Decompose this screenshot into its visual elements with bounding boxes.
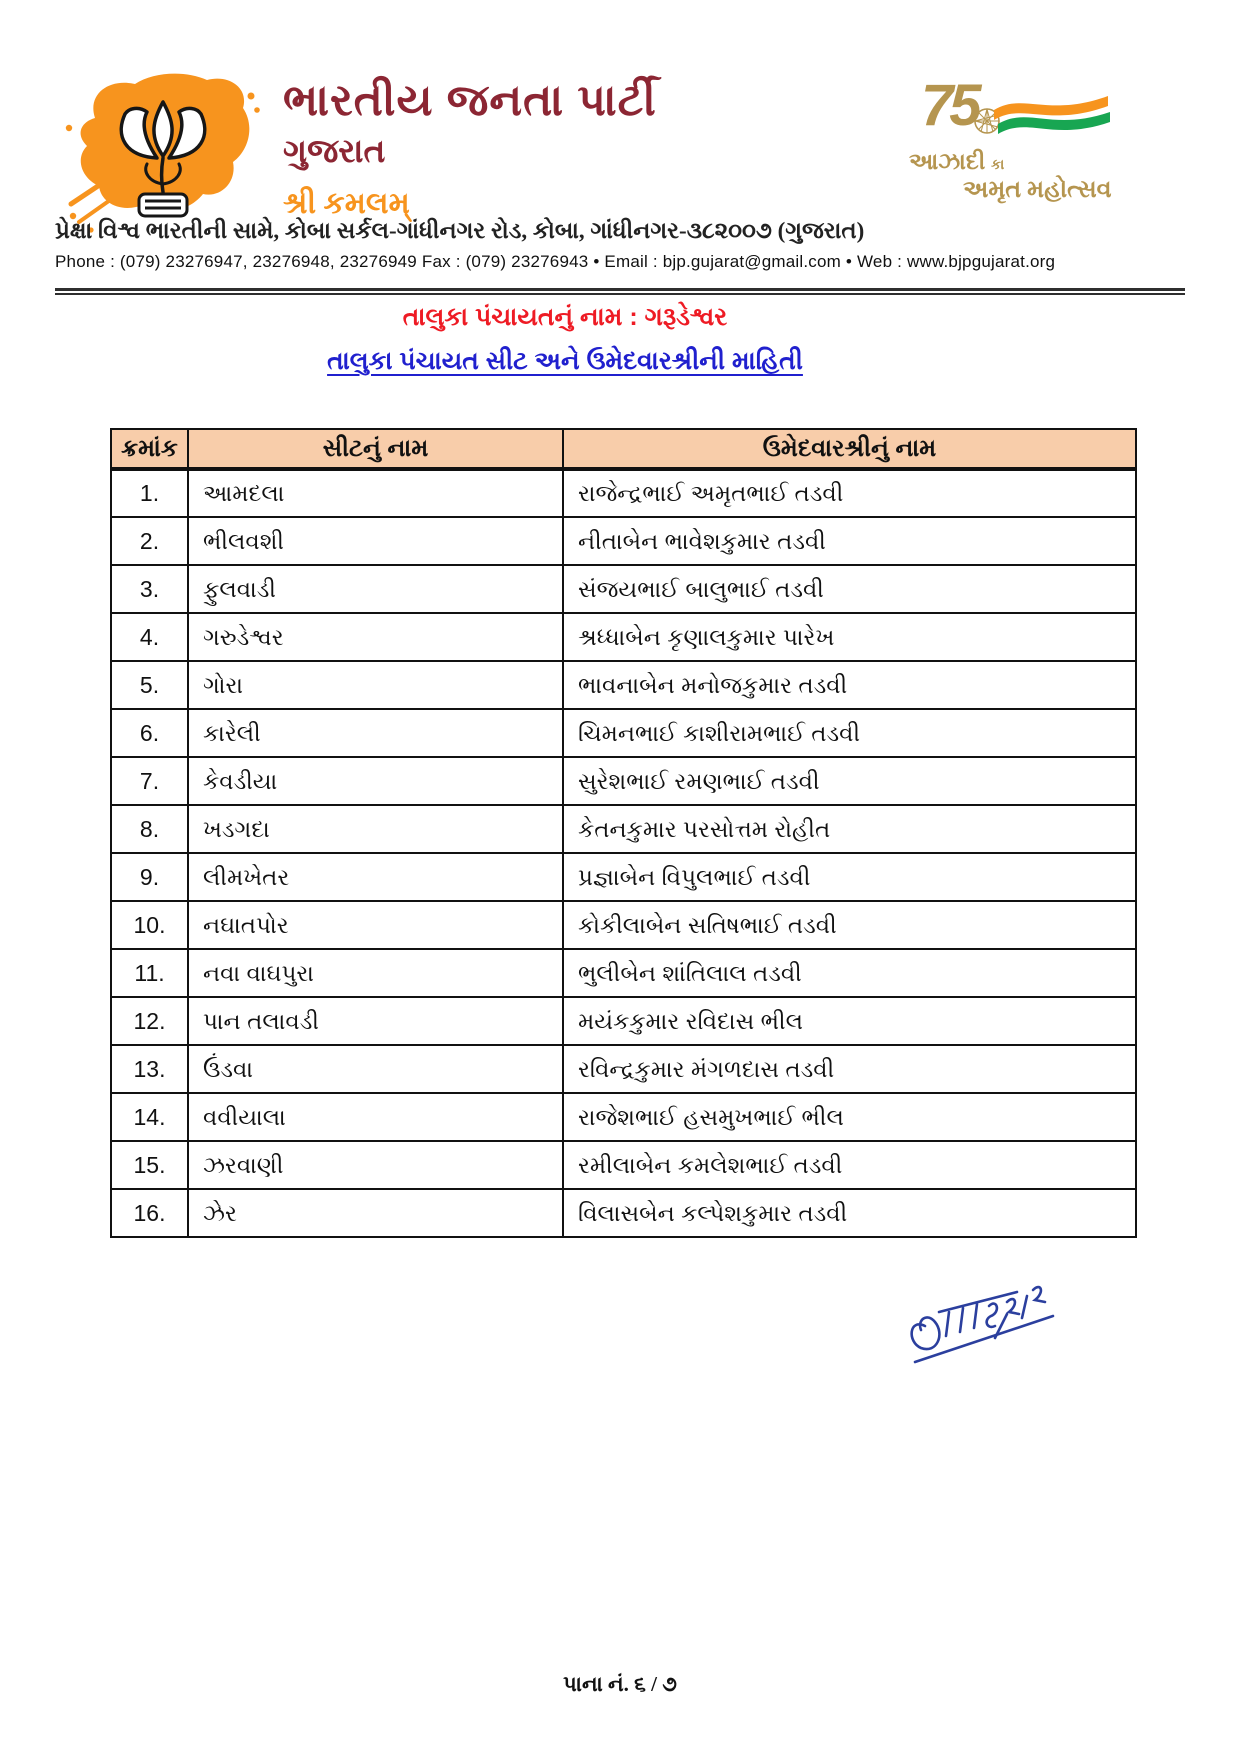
row-candidate: શ્રધ્ધાબેન કૃણાલકુમાર પારેખ — [563, 613, 1136, 661]
row-candidate: વિલાસબેન કલ્પેશકુમાર તડવી — [563, 1189, 1136, 1237]
row-seat: ભીલવશી — [188, 517, 563, 565]
row-serial: 14. — [111, 1093, 188, 1141]
party-state: ગુજરાત — [283, 132, 386, 170]
row-serial: 3. — [111, 565, 188, 613]
table-row — [111, 1189, 1136, 1237]
row-candidate: રવિન્દ્રકુમાર મંગળદાસ તડવી — [563, 1045, 1136, 1093]
party-name: ભારતીય જનતા પાર્ટી — [283, 76, 657, 125]
table-body — [111, 469, 1136, 1237]
row-seat: નવા વાઘપુરા — [188, 949, 563, 997]
row-seat: ખડગદા — [188, 805, 563, 853]
table-row — [111, 1045, 1136, 1093]
panchayat-name-title: તાલુકા પંચાયતનું નામ : ગરૂડેશ્વર — [402, 303, 728, 331]
table-row — [111, 1141, 1136, 1189]
row-candidate: ચિમનભાઈ કાશીરામભાઈ તડવી — [563, 709, 1136, 757]
row-candidate: રાજેન્દ્રભાઈ અમૃતભાઈ તડવી — [563, 469, 1136, 517]
row-seat: ગોરા — [188, 661, 563, 709]
row-seat: કારેલી — [188, 709, 563, 757]
party-office-name: શ્રી કમલમ્ — [283, 187, 410, 221]
azadi-text-line1: આઝાદી કા — [909, 149, 1005, 174]
row-serial: 13. — [111, 1045, 188, 1093]
row-candidate: ભાવનાબેન મનોજકુમાર તડવી — [563, 661, 1136, 709]
table-row — [111, 565, 1136, 613]
row-seat: વવીયાલા — [188, 1093, 563, 1141]
row-seat: ઉંડવા — [188, 1045, 563, 1093]
table-row — [111, 661, 1136, 709]
row-candidate: મયંકકુમાર રવિદાસ ભીલ — [563, 997, 1136, 1045]
row-seat: કેવડીયા — [188, 757, 563, 805]
signature-mark — [895, 1272, 1080, 1377]
table-row — [111, 853, 1136, 901]
table-header-row — [111, 429, 1136, 469]
table-row — [111, 997, 1136, 1045]
row-serial: 10. — [111, 901, 188, 949]
row-candidate: નીતાબેન ભાવેશકુમાર તડવી — [563, 517, 1136, 565]
col-serial-header: ક્રમાંક — [111, 429, 188, 469]
table-row — [111, 1093, 1136, 1141]
azadi-amrit-mahotsav-logo — [903, 73, 1153, 204]
row-serial: 16. — [111, 1189, 188, 1237]
row-serial: 12. — [111, 997, 188, 1045]
table-row — [111, 709, 1136, 757]
header-divider — [55, 288, 1185, 295]
table-row — [111, 517, 1136, 565]
row-candidate: રાજેશભાઈ હસમુખભાઈ ભીલ — [563, 1093, 1136, 1141]
table-row — [111, 805, 1136, 853]
seats-candidates-table — [110, 428, 1137, 1238]
row-seat: આમદલા — [188, 469, 563, 517]
contact-line: Phone : (079) 23276947, 23276948, 23276949 Fax : (079) 23276943 • Email : bjp.gujarat@gmail.com • Web : www.bjpgujarat.org — [55, 252, 1056, 271]
col-candidate-header: ઉમેદવારશ્રીનું નામ — [563, 429, 1136, 469]
office-address: પ્રેક્ષા વિશ્વ ભારતીની સામે, કોબા સર્કલ-ગાંધીનગર રોડ, કોબા, ગાંધીનગર-૩૮૨૦૦૭ (ગુજરાત) — [55, 218, 865, 243]
row-candidate: રમીલાબેન કમલેશભાઈ તડવી — [563, 1141, 1136, 1189]
row-seat: લીમખેતર — [188, 853, 563, 901]
row-candidate: સુરેશભાઈ રમણભાઈ તડવી — [563, 757, 1136, 805]
row-serial: 15. — [111, 1141, 188, 1189]
page-number: પાના નં. ૬ / ૭ — [563, 1672, 677, 1696]
row-seat: ગરુડેશ્વર — [188, 613, 563, 661]
tricolor-flag-swoosh-icon — [992, 90, 1112, 147]
table-title: તાલુકા પંચાયત સીટ અને ઉમેદવારશ્રીની માહિતી — [327, 347, 803, 375]
table-row — [111, 613, 1136, 661]
table-row — [111, 949, 1136, 997]
azadi-75-mark: 75 — [921, 73, 978, 138]
party-title-block — [283, 78, 657, 221]
row-seat: ઝરવાણી — [188, 1141, 563, 1189]
row-seat: ફુલવાડી — [188, 565, 563, 613]
row-serial: 1. — [111, 469, 188, 517]
row-serial: 6. — [111, 709, 188, 757]
row-serial: 8. — [111, 805, 188, 853]
col-seat-header: સીટનું નામ — [188, 429, 563, 469]
row-serial: 2. — [111, 517, 188, 565]
row-candidate: કોકીલાબેન સતિષભાઈ તડવી — [563, 901, 1136, 949]
row-serial: 7. — [111, 757, 188, 805]
row-seat: ઝેર — [188, 1189, 563, 1237]
row-seat: નઘાતપોર — [188, 901, 563, 949]
row-serial: 9. — [111, 853, 188, 901]
table-row — [111, 757, 1136, 805]
table-row — [111, 469, 1136, 517]
table-row — [111, 901, 1136, 949]
row-candidate: સંજયભાઈ બાલુભાઈ તડવી — [563, 565, 1136, 613]
row-seat: પાન તલાવડી — [188, 997, 563, 1045]
row-candidate: કેતનકુમાર પરસોત્તમ રોહીત — [563, 805, 1136, 853]
azadi-text-line2: અમૃત મહોત્સવ — [963, 177, 1112, 203]
row-serial: 4. — [111, 613, 188, 661]
letterhead — [55, 62, 1185, 302]
row-candidate: પ્રજ્ઞાબેન વિપુલભાઈ તડવી — [563, 853, 1136, 901]
row-serial: 5. — [111, 661, 188, 709]
row-candidate: ભુલીબેન શાંતિલાલ તડવી — [563, 949, 1136, 997]
row-serial: 11. — [111, 949, 188, 997]
